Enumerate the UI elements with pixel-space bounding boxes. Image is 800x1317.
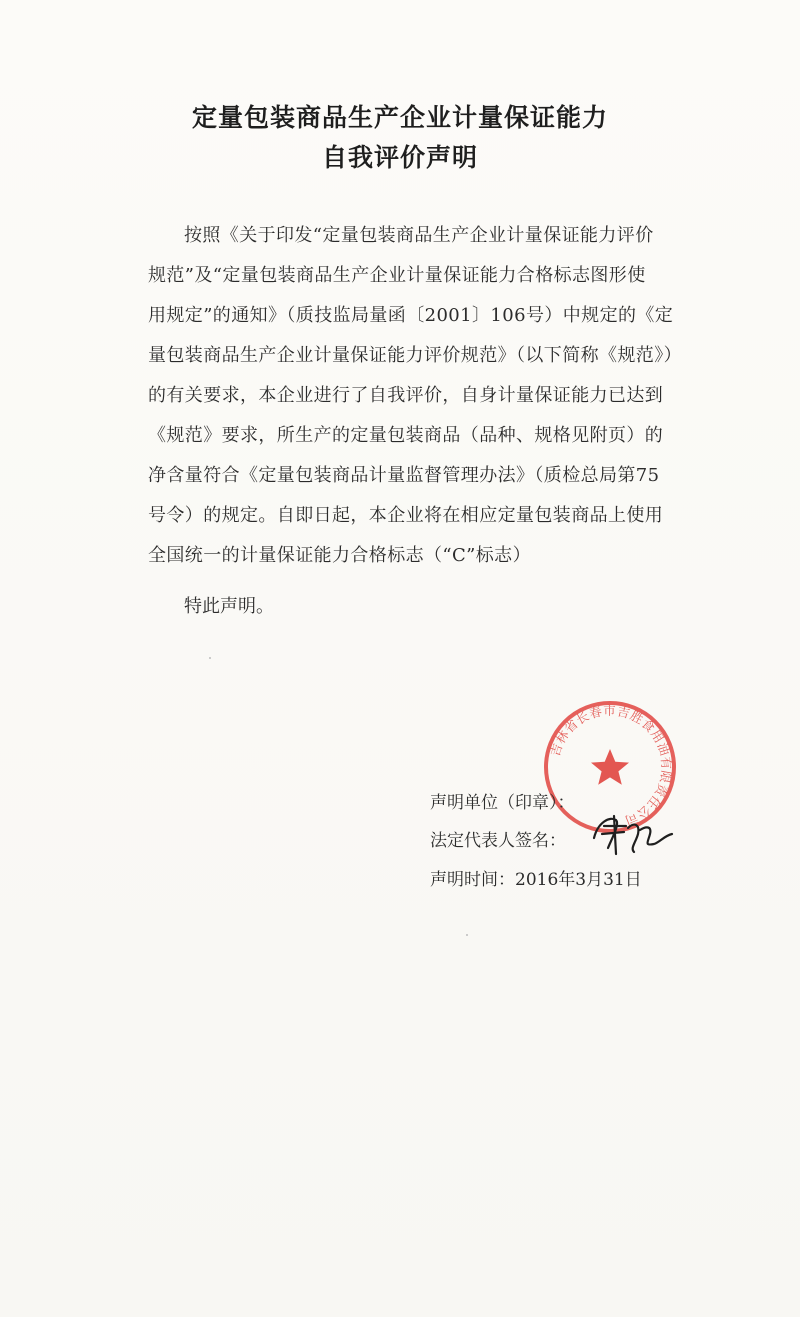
body-line: 净含量符合《定量包装商品计量监督管理办法》（质检总局第75: [148, 465, 660, 486]
body-line: 的有关要求，本企业进行了自我评价，自身计量保证能力已达到: [148, 385, 664, 406]
scan-speck: [209, 657, 211, 659]
body-line: 规范”及“定量包装商品生产企业计量保证能力合格标志图形使: [148, 265, 646, 286]
document-title-line-1: 定量包装商品生产企业计量保证能力: [191, 103, 608, 132]
body-line: 号令）的规定。自即日起，本企业将在相应定量包装商品上使用: [148, 505, 664, 526]
declaration-body: [148, 216, 708, 576]
seal-star-icon: [591, 749, 629, 785]
body-line: 全国统一的计量保证能力合格标志（“C”标志）: [148, 545, 531, 566]
body-line: 按照《关于印发“定量包装商品生产企业计量保证能力评价: [184, 225, 654, 246]
body-line: 《规范》要求，所生产的定量包装商品（品种、规格见附页）的: [148, 425, 664, 446]
body-line: 量包装商品生产企业计量保证能力评价规范》（以下简称《规范》）: [148, 345, 682, 366]
document-title-line-2: 自我评价声明: [321, 143, 478, 172]
svg-text:吉林省长春市吉胜食用油有限责任公司: 吉林省长春市吉胜食用油有限责任公司: [547, 702, 675, 829]
closing-statement: 特此声明。: [184, 596, 274, 617]
declaring-unit-label: 声明单位（印章）：: [430, 793, 575, 813]
scan-speck: [466, 934, 468, 936]
body-line: 用规定”的通知》（质技监局量函〔2001〕106号）中规定的《定: [148, 305, 674, 326]
declaration-date: 声明时间：2016年3月31日: [430, 870, 642, 890]
handwritten-signature: [588, 808, 678, 858]
legal-representative-label: 法定代表人签名：: [430, 831, 566, 851]
